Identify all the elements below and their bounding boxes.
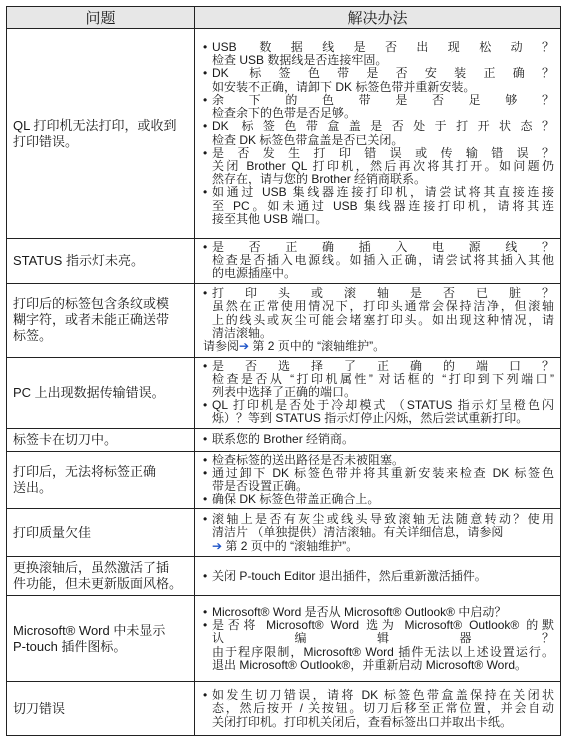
solution-item [203, 619, 554, 672]
solution-line: • 是否正确插入电源线？ [212, 240, 554, 254]
solution-cell [195, 596, 561, 682]
solution-line: 清洁滚轴。 [212, 325, 273, 340]
table-row [7, 451, 561, 509]
table-row [7, 29, 561, 239]
reference-line [203, 340, 554, 353]
problem-cell [7, 682, 195, 736]
reference-line [203, 540, 554, 553]
solution-line: 态，然后按开 / 关按钮。切刀后移至正常位置，并会自动 [212, 701, 554, 716]
problem-text: 打印质量欠佳 [13, 524, 92, 540]
solution-cell [195, 682, 561, 736]
solution-list [203, 570, 554, 583]
solution-line: 认编辑器？ [212, 631, 554, 646]
solution-list [203, 360, 554, 426]
solution-line: 关闭打印机。打印机关闭后，查看标签出口并取出卡纸。 [212, 714, 513, 729]
solution-line: 至 PC。如未通过 USB 集线器连接打印机，请将其连 [212, 198, 554, 213]
solution-item [203, 360, 554, 400]
solution-item [203, 67, 554, 93]
solution-cell [195, 428, 561, 451]
solution-cell [195, 283, 561, 357]
solution-line: 检查 USB 数据线是否连接牢固。 [212, 53, 388, 68]
problem-text: PC 上出现数据传输错误。 [13, 384, 165, 400]
problem-text: 打印后，无法将标签正确 [13, 464, 157, 480]
solution-item [203, 186, 554, 226]
solution-item [203, 399, 554, 425]
problem-cell [7, 428, 195, 451]
solution-line: 虽然在正常使用情况下，打印头通常会保持洁净，但滚轴 [212, 299, 554, 314]
solution-line: 检查 DK 标签色带盒盖是否已关闭。 [212, 132, 404, 147]
troubleshooting-table [6, 6, 561, 736]
solution-item [203, 513, 554, 539]
solution-line: 由于程序限制，Microsoft® Word 插件无法以上述设置运行。 [212, 644, 554, 659]
solution-line: 如安装不正确，请卸下 DK 标签色带并重新安装。 [212, 79, 476, 94]
reference-prefix: 请参阅 [203, 338, 240, 353]
problem-cell [7, 239, 195, 284]
problem-text: 件功能，但未更新版面风格。 [13, 576, 183, 592]
problem-cell [7, 596, 195, 682]
problem-cell [7, 451, 195, 509]
solution-cell [195, 357, 561, 428]
solution-cell [195, 239, 561, 284]
arrow-right-icon: ➔ [239, 338, 250, 353]
solution-cell [195, 509, 561, 557]
solution-list [203, 41, 554, 226]
solution-line: 烁）？等到 STATUS 指示灯停止闪烁，然后尝试重新打印。 [212, 411, 529, 426]
table-row [7, 428, 561, 451]
solution-line: • 检查标签的送出路径是否未被阻塞。 [212, 452, 405, 467]
problem-cell [7, 29, 195, 239]
solution-line: 列表中选择了正确的端口。 [212, 385, 357, 400]
problem-text: P-touch 插件图标。 [13, 638, 127, 654]
problem-cell [7, 509, 195, 557]
solution-line: • DK 标签色带盒盖是否处于打开状态？ [212, 119, 554, 134]
table-row [7, 239, 561, 284]
solution-item [203, 493, 554, 506]
solution-cell [195, 29, 561, 239]
problem-text: Microsoft® Word 中未显示 [13, 622, 166, 638]
solution-item [203, 41, 554, 67]
table-row [7, 596, 561, 682]
solution-list [203, 433, 554, 446]
header-problem: 问题 [7, 7, 195, 29]
solution-line: • USB 数据线是否出现松动？ [212, 40, 554, 55]
solution-list [203, 513, 554, 539]
solution-line: • 通过卸下 DK 标签色带并将其重新安装来检查 DK 标签色 [212, 465, 554, 480]
solution-list [203, 689, 554, 729]
problem-cell [7, 283, 195, 357]
table-row [7, 509, 561, 557]
solution-line: • Microsoft® Word 是否从 Microsoft® Outlook® 中启动？ [212, 604, 507, 619]
solution-item [203, 94, 554, 120]
solution-line: • 是否选择了正确的端口？ [212, 358, 554, 373]
table-body [7, 29, 561, 736]
solution-line: 的电源插座中。 [212, 266, 297, 281]
problem-cell [7, 557, 195, 596]
solution-list [203, 287, 554, 340]
solution-line: • QL 打印机是否处于冷却模式 （STATUS 指示灯呈橙色闪 [212, 398, 554, 413]
solution-line: 然存在，请与您的 Brother 经销商联系。 [212, 172, 427, 187]
solution-line: • 如通过 USB 集线器连接打印机，请尝试将其直接连接 [212, 185, 554, 200]
solution-item [203, 689, 554, 729]
problem-text: 打印后的标签包含条纹或模 [13, 296, 170, 312]
reference-text: 第 2 页中的 “滚轴维护”。 [222, 538, 359, 553]
solution-line: 检查是否从 “打印机属性” 对话框的 “打印到下列端口” [212, 371, 554, 386]
solution-cell [195, 557, 561, 596]
problem-text: 标签。 [13, 328, 53, 344]
solution-list [203, 454, 554, 507]
solution-list [203, 606, 554, 672]
solution-item [203, 147, 554, 187]
solution-line: • 滚轴上是否有灰尘或线头导致滚轴无法随意转动？使用 [212, 512, 554, 527]
solution-item [203, 570, 554, 583]
solution-line: 带是否设置正确。 [212, 479, 309, 494]
solution-line: • 是否发生打印错误或传输错误？ [212, 145, 554, 160]
solution-line: • DK 标签色带是否安装正确？ [212, 66, 554, 81]
solution-line: • 打印头或滚轴是否已脏？ [212, 286, 554, 301]
solution-item [203, 241, 554, 281]
table-row [7, 283, 561, 357]
problem-cell [7, 357, 195, 428]
problem-text: STATUS 指示灯未亮。 [13, 252, 144, 268]
table-row [7, 357, 561, 428]
solution-cell [195, 451, 561, 509]
solution-line: 检查是否插入电源线。如插入正确，请尝试将其插入其他 [212, 253, 554, 268]
solution-line: 上的线头或灰尘可能会堵塞打印头。如出现这种情况，请 [212, 312, 554, 327]
solution-line: 检查余下的色带是否足够。 [212, 106, 357, 121]
solution-line: • 联系您的 Brother 经销商。 [212, 432, 355, 447]
table-row [7, 557, 561, 596]
problem-text: 更换滚轴后，虽然激活了插 [13, 560, 170, 576]
reference-text: 第 2 页中的 “滚轴维护”。 [249, 338, 386, 353]
problem-text: 打印错误。 [13, 133, 79, 149]
problem-text: 糊字符，或者未能正确送带 [13, 312, 170, 328]
problem-text: 切刀错误 [13, 700, 66, 716]
header-row [7, 7, 561, 29]
solution-line: 清洁片 （单独提供）清洁滚轴。有关详细信息，请参阅 [212, 525, 504, 540]
solution-line: 关闭 Brother QL 打印机，然后再次将其打开。如问题仍 [212, 158, 554, 173]
problem-text: 送出。 [13, 480, 53, 496]
solution-item [203, 454, 554, 467]
solution-line: • 余下的色带是否足够？ [212, 92, 554, 107]
problem-text: 标签卡在切刀中。 [13, 431, 118, 447]
solution-item [203, 433, 554, 446]
problem-text: QL 打印机无法打印，或收到 [13, 117, 177, 133]
solution-item [203, 287, 554, 340]
header-solution: 解决办法 [195, 7, 561, 29]
solution-item [203, 120, 554, 146]
solution-item [203, 467, 554, 493]
solution-list [203, 241, 554, 281]
arrow-right-icon: ➔ [212, 538, 223, 553]
solution-line: • 关闭 P-touch Editor 退出插件，然后重新激活插件。 [212, 568, 487, 583]
solution-line: • 是否将 Microsoft® Word 选为 Microsoft® Outlook® 的默 [212, 618, 554, 633]
solution-line: 接至其他 USB 端口。 [212, 211, 328, 226]
table-row [7, 682, 561, 736]
solution-line: • 确保 DK 标签色带盖正确合上。 [212, 492, 380, 507]
solution-line: 退出 Microsoft® Outlook®，并重新启动 Microsoft® Word。 [212, 657, 528, 672]
solution-line: • 如发生切刀错误，请将 DK 标签色带盒盖保持在关闭状 [212, 688, 554, 703]
